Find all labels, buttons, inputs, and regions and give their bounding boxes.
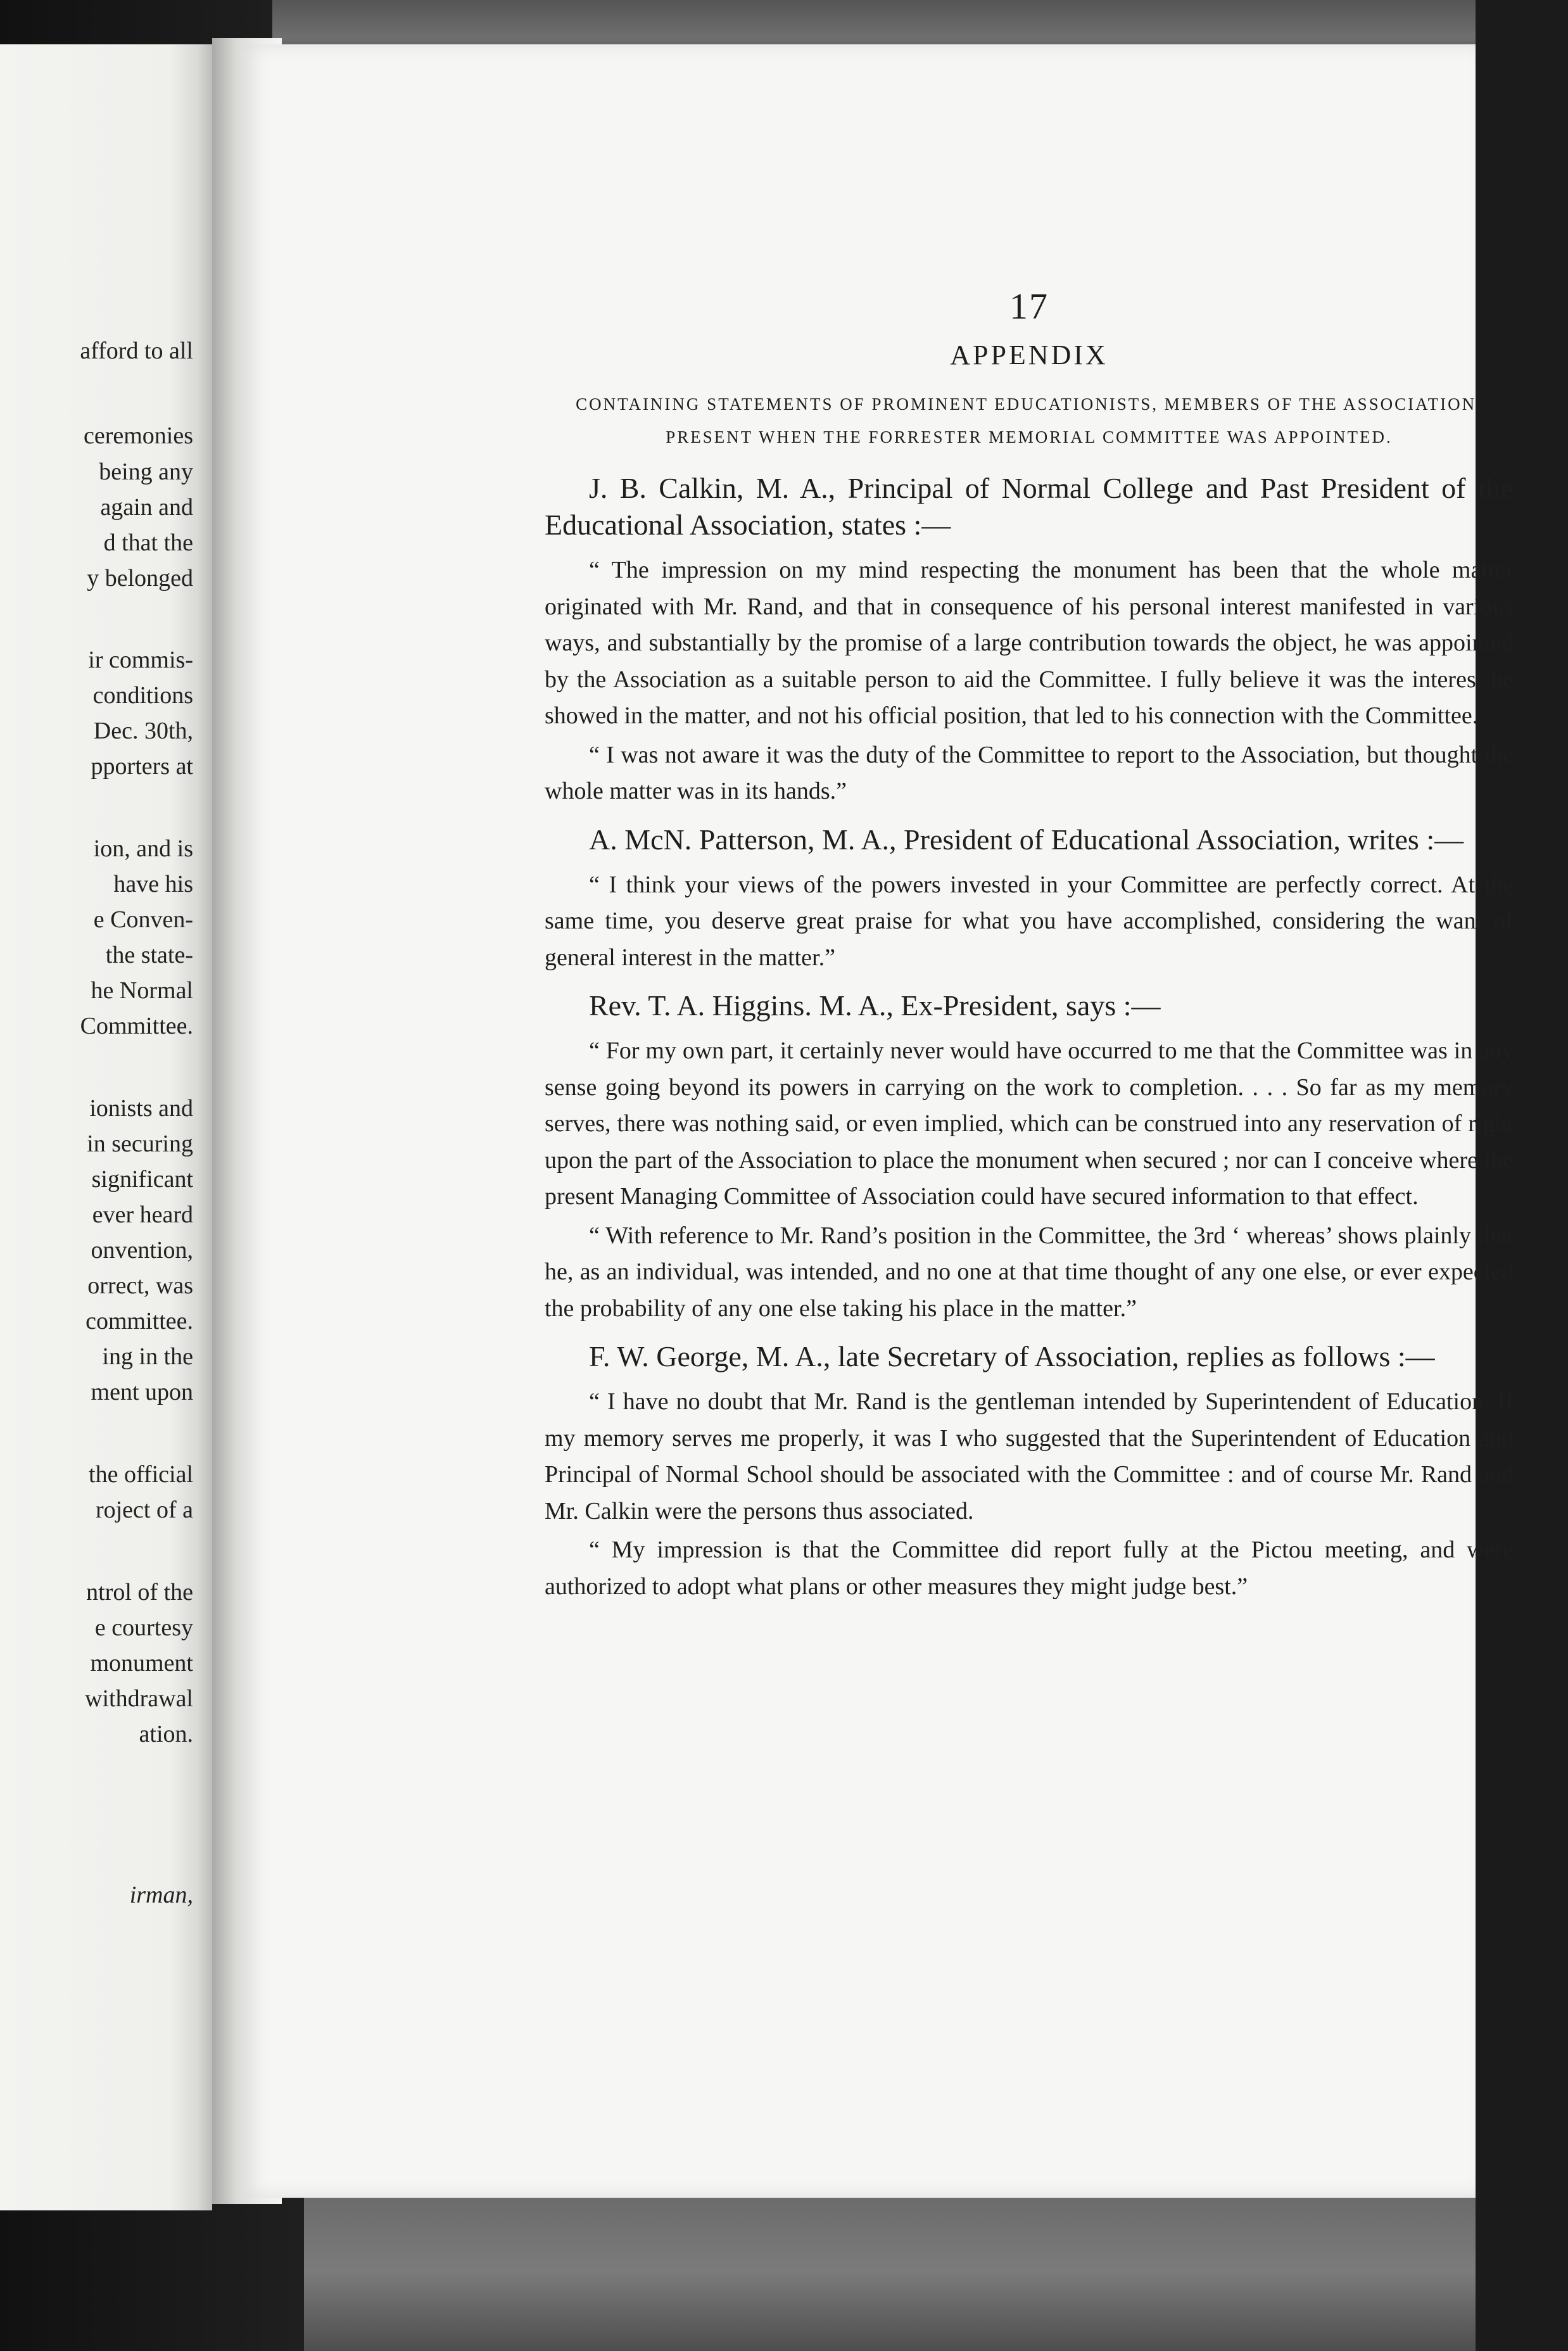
left-page-line: e Conven- <box>93 906 193 933</box>
left-page-line: ntrol of the <box>86 1579 193 1606</box>
left-page-line: Committee. <box>80 1013 193 1039</box>
left-page-line: y belonged <box>87 565 193 592</box>
left-page-line: again and <box>100 494 193 521</box>
left-page-line: roject of a <box>95 1497 193 1523</box>
statement-quote: “ I think your views of the powers invested in your Committee are perfectly correct. At the same time, you deserve great praise for what you have accomplished, considering the want of general interest in the matter.” <box>545 871 1514 971</box>
left-page-line: pporters at <box>91 753 193 780</box>
left-page-line: Dec. 30th, <box>93 718 193 744</box>
left-page-line: ation. <box>139 1721 193 1747</box>
statement-lead-calkin: J. B. Calkin, M. A., Principal of Normal College and Past President of the Educational Association, states :— <box>545 472 1514 541</box>
scanner-background-bottom <box>304 2191 1476 2351</box>
document-page <box>241 44 1514 2198</box>
left-page-line: committee. <box>85 1308 193 1334</box>
left-page-line: in securing <box>87 1131 193 1157</box>
left-page-fragment <box>0 44 212 2210</box>
left-page-line: ir commis- <box>88 647 193 673</box>
left-page-line: onvention, <box>91 1237 193 1264</box>
left-page-line: monument <box>90 1650 193 1676</box>
left-page-line: significant <box>91 1166 193 1193</box>
statement-quote: “ My impression is that the Committee did report fully at the Pictou meeting, and were authorized to adopt what plans or other measures they might judge best.” <box>545 1537 1514 1600</box>
left-page-line: being any <box>99 459 193 485</box>
left-page-line: withdrawal <box>85 1685 193 1712</box>
left-page-line: ment upon <box>91 1379 193 1405</box>
statement-quote: “ For my own part, it certainly never would have occurred to me that the Committee was in any sense going beyond its powers in carrying on the work to completion. . . . So far as my memory serves, there was nothing said, or even implied, which can be construed into any reservation of right upon the part of the Association to place the monument when secured ; nor can I conceive where the present Managing Committee of Association could have secured information to that effect. <box>545 1037 1514 1210</box>
statement-quote: “ I have no doubt that Mr. Rand is the gentleman intended by Superintendent of Education. If my memory serves me properly, it was I who suggested that the Superintendent of Education and Principal of Normal School should be associated with the Committee : and of course Mr. Rand and Mr. Calkin were the persons thus associated. <box>545 1388 1514 1524</box>
appendix-title: APPENDIX <box>950 339 1108 371</box>
left-page-line: orrect, was <box>87 1272 193 1299</box>
left-page-line: afford to all <box>80 338 193 364</box>
page-content <box>545 285 1514 1605</box>
statement-lead-george: F. W. George, M. A., late Secretary of Association, replies as follows :— <box>589 1340 1435 1372</box>
left-page-line: irman, <box>129 1882 193 1908</box>
appendix-caption: CONTAINING STATEMENTS OF PROMINENT EDUCATIONISTS, MEMBERS OF THE ASSOCIATION, PRESENT WHEN THE FORRESTER MEMORIAL COMMITTEE WAS APPOINTED. <box>576 395 1483 447</box>
left-page-line: e courtesy <box>94 1614 193 1641</box>
statement-quote: “ With reference to Mr. Rand’s position in the Committee, the 3rd ‘ whereas’ shows plainly that he, as an individual, was intended, and no one at that time thought of any one else, or ever expected the probability of any one else taking his place in the matter.” <box>545 1222 1514 1322</box>
statement-lead-higgins: Rev. T. A. Higgins. M. A., Ex-President, says :— <box>589 989 1161 1022</box>
left-page-line: conditions <box>92 682 193 709</box>
left-page-line: ionists and <box>89 1095 193 1122</box>
statement-quote: “ I was not aware it was the duty of the Committee to report to the Association, but thought the whole matter was in its hands.” <box>545 741 1514 804</box>
statement-lead-patterson: A. McN. Patterson, M. A., President of Educational Association, writes :— <box>589 823 1464 856</box>
left-page-line: ion, and is <box>93 835 193 862</box>
page-number: 17 <box>1009 286 1049 327</box>
left-page-line: ing in the <box>102 1343 193 1370</box>
left-page-line: d that the <box>103 529 193 556</box>
left-page-line: have his <box>113 871 193 897</box>
left-page-line: the state- <box>105 942 193 968</box>
statement-quote: “ The impression on my mind respecting the monument has been that the whole matter originated with Mr. Rand, and that in consequence of his personal interest manifested in various ways, and substantially by the promise of a large contribution towards the object, he was appointed by the Association as a suitable person to aid the Committee. I fully believe it was the interest he showed in the matter, and not his official position, that led to his connection with the Committee. <box>545 557 1514 729</box>
left-page-line: ever heard <box>92 1201 193 1228</box>
left-page-line: ceremonies <box>83 422 193 449</box>
left-page-line: he Normal <box>91 977 193 1004</box>
left-page-line: the official <box>89 1461 193 1488</box>
